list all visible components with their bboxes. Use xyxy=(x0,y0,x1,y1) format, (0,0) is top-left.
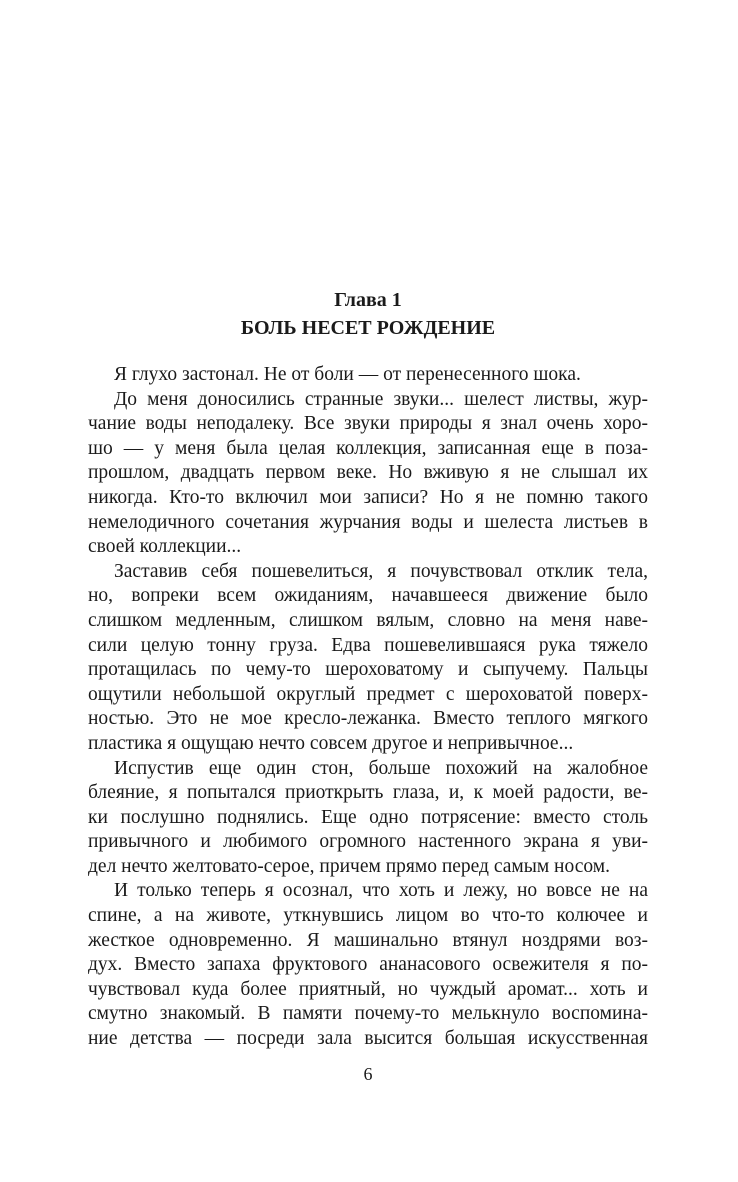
text-line: привычного и любимого огромного настенного экрана я уви- xyxy=(88,831,648,853)
chapter-number: Глава 1 xyxy=(334,289,402,311)
text-line: спине, а на животе, уткнувшись лицом во что-то колючее и xyxy=(88,905,648,927)
text-line: протащилась по чему-то шероховатому и сыпучему. Пальцы xyxy=(88,659,648,681)
text-line: ние детства — посреди зала высится большая искусственная xyxy=(88,1028,648,1050)
text-line: ощутили небольшой округлый предмет с шероховатой поверх- xyxy=(88,683,648,705)
text-line: дух. Вместо запаха фруктового ананасового освежителя я по- xyxy=(88,954,648,976)
chapter-title: БОЛЬ НЕСЕТ РОЖДЕНИЕ xyxy=(240,317,496,339)
text-line: смутно знакомый. В памяти почему-то мелькнуло воспомина- xyxy=(88,1003,648,1025)
text-line: чувствовал куда более приятный, но чуждый аромат... хоть и xyxy=(88,978,648,1000)
text-line: До меня доносились странные звуки... шелест листвы, жур- xyxy=(114,388,648,410)
text-line: ностью. Это не мое кресло-лежанка. Вместо теплого мягкого xyxy=(88,708,648,730)
text-line: прошлом, двадцать первом веке. Но вживую я не слышал их xyxy=(88,462,648,484)
text-line: пластика я ощущаю нечто совсем другое и непривычное... xyxy=(88,732,574,754)
text-line: своей коллекции... xyxy=(88,536,242,558)
text-line: слишком медленным, слишком вялым, словно на меня наве- xyxy=(88,609,648,631)
text-line: Испустив еще один стон, больше похожий на жалобное xyxy=(114,757,648,779)
page-number: 6 xyxy=(363,1064,373,1084)
text-line: И только теперь я осознал, что хоть и лежу, но вовсе не на xyxy=(114,880,648,902)
text-line: блеяние, я попытался приоткрыть глаза, и, к моей радости, ве- xyxy=(88,782,648,804)
text-line: немелодичного сочетания журчания воды и шелеста листьев в xyxy=(88,511,648,533)
chapter-heading xyxy=(88,286,648,342)
text-line: Заставив себя пошевелиться, я почувствовал отклик тела, xyxy=(114,560,648,582)
book-page xyxy=(88,0,648,1182)
body-text xyxy=(88,363,648,1052)
text-line: никогда. Кто-то включил мои записи? Но я не помню такого xyxy=(88,486,648,508)
text-line: жесткое одновременно. Я машинально втянул ноздрями воз- xyxy=(88,929,648,951)
text-line: чание воды неподалеку. Все звуки природы я знал очень хоро- xyxy=(88,413,648,435)
text-line: сили целую тонну груза. Едва пошевелившаяся рука тяжело xyxy=(88,634,648,656)
text-line: но, вопреки всем ожиданиям, начавшееся движение было xyxy=(88,585,648,607)
text-line: ки послушно поднялись. Еще одно потрясение: вместо столь xyxy=(88,806,648,828)
text-line: шо — у меня была целая коллекция, записанная еще в поза- xyxy=(88,437,648,459)
text-line: дел нечто желтовато-серое, причем прямо перед самым носом. xyxy=(88,855,610,877)
text-line: Я глухо застонал. Не от боли — от перенесенного шока. xyxy=(114,364,581,385)
